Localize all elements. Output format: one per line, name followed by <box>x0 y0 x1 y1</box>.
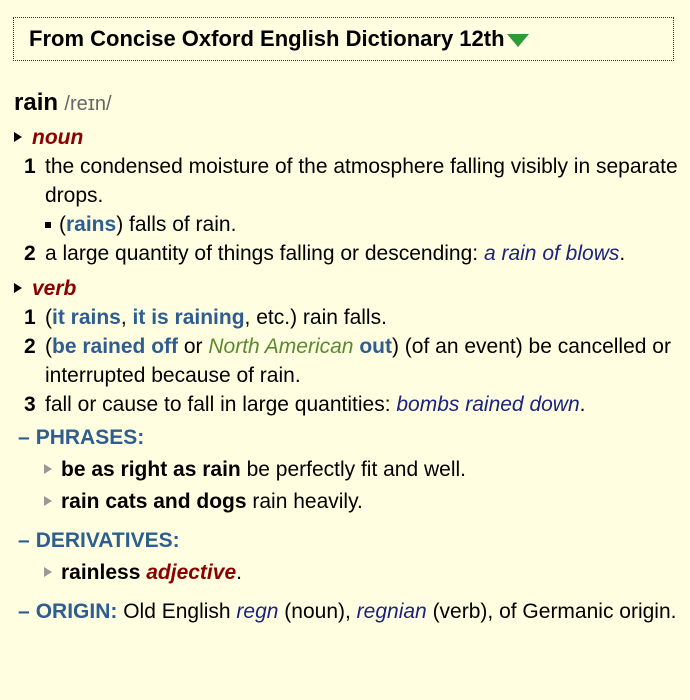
origin-text: (verb), of Germanic origin. <box>426 600 677 623</box>
headword: rain <box>14 89 59 116</box>
sense-text: the condensed moisture of the atmosphere falling visibly in separate drops. <box>45 155 678 207</box>
noun-subsense <box>14 210 680 239</box>
square-bullet-icon <box>45 222 51 228</box>
triangle-right-icon[interactable] <box>14 283 22 293</box>
sense-text: fall or cause to fall in large quantities: <box>45 393 397 416</box>
triangle-right-icon[interactable] <box>14 132 22 142</box>
pos-verb: verb <box>32 277 77 300</box>
variant-form: it rains <box>52 306 121 329</box>
subsense-text: ) falls of rain. <box>116 213 237 236</box>
origin-section <box>14 597 680 626</box>
triangle-right-outline-icon[interactable] <box>44 464 52 474</box>
pronunciation: /reɪn/ <box>64 93 112 115</box>
origin-word: regnian <box>356 600 427 623</box>
noun-section <box>14 123 680 152</box>
punct: . <box>579 393 586 416</box>
variant-form: be rained off <box>52 335 179 358</box>
paren: ( <box>45 306 52 329</box>
triangle-down-icon[interactable] <box>507 34 529 47</box>
dash: – <box>18 529 30 552</box>
triangle-right-outline-icon[interactable] <box>44 567 52 577</box>
dictionary-entry <box>14 88 680 626</box>
sense-number: 3 <box>24 393 36 416</box>
verb-section <box>14 274 680 303</box>
derivative-pos: adjective <box>146 561 237 584</box>
phrase: rain cats and dogs <box>61 490 247 513</box>
punct: . <box>236 561 242 584</box>
dash: – <box>18 426 30 449</box>
verb-sense-2 <box>14 332 680 390</box>
paren: ( <box>45 335 52 358</box>
headword-line <box>14 88 680 119</box>
phrase-definition: rain heavily. <box>246 490 363 513</box>
verb-sense-3 <box>14 390 680 419</box>
connector: or <box>178 335 209 358</box>
phrase-item <box>14 455 680 484</box>
origin-text: Old English <box>117 600 237 623</box>
origin-label: ORIGIN: <box>35 600 118 623</box>
region-label: North American <box>208 335 354 358</box>
sense-number: 1 <box>24 155 36 178</box>
triangle-right-outline-icon[interactable] <box>44 496 52 506</box>
paren: ( <box>59 213 66 236</box>
derivatives-header <box>14 526 680 555</box>
variant-form: out <box>359 335 392 358</box>
example: bombs rained down <box>396 393 580 416</box>
origin-word: regn <box>236 600 279 623</box>
phrases-label: PHRASES: <box>35 426 145 449</box>
verb-sense-1 <box>14 303 680 332</box>
sense-number: 2 <box>24 335 36 358</box>
dash: – <box>18 600 30 623</box>
noun-sense-1 <box>14 152 680 210</box>
punct: , <box>120 306 133 329</box>
source-selector[interactable] <box>13 17 674 61</box>
derivatives-label: DERIVATIVES: <box>35 529 180 552</box>
example: a rain of blows <box>483 242 620 265</box>
phrase: be as right as rain <box>61 458 241 481</box>
derivative-word: rainless <box>61 561 141 584</box>
phrase-definition: be perfectly fit and well. <box>240 458 467 481</box>
variant-form: rains <box>66 213 117 236</box>
pos-noun: noun <box>32 126 84 149</box>
sense-text: ) (of an event) be cancelled or interrupted because of rain. <box>45 335 671 387</box>
source-label: From Concise Oxford English Dictionary 12th <box>29 26 505 51</box>
derivative-item <box>14 558 680 587</box>
sense-number: 1 <box>24 306 36 329</box>
noun-sense-2 <box>14 239 680 268</box>
sense-text: , etc.) rain falls. <box>244 306 387 329</box>
origin-text: (noun), <box>278 600 357 623</box>
phrase-item <box>14 487 680 516</box>
variant-form: it is raining <box>132 306 245 329</box>
phrases-header <box>14 423 680 452</box>
sense-number: 2 <box>24 242 36 265</box>
sense-text: a large quantity of things falling or descending: <box>45 242 484 265</box>
punct: . <box>619 242 626 265</box>
